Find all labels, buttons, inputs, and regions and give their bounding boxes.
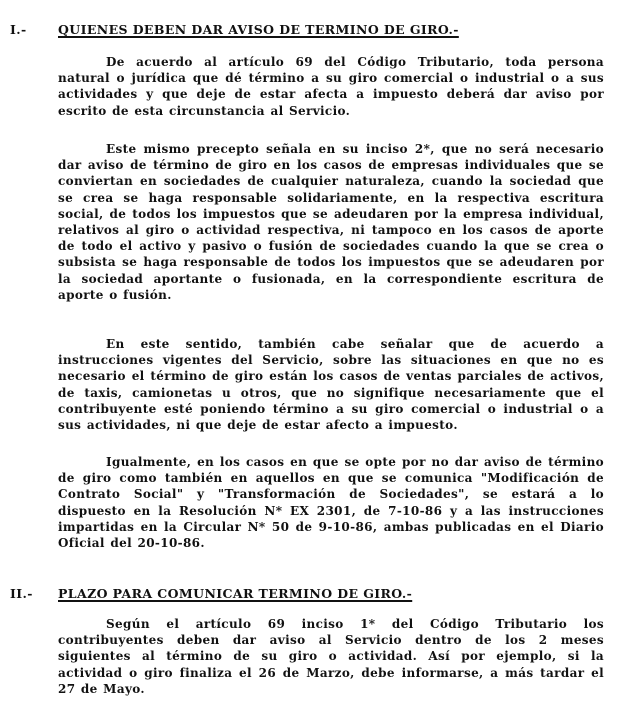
- section-1-title: QUIENES DEBEN DAR AVISO DE TERMINO DE GIRO.-: [58, 22, 459, 37]
- section-1-paragraph-4: Igualmente, en los casos en que se opte por no dar aviso de término de giro como también en aquellos en que se comunica "Modificación de Contrato Social" y "Transformación de Sociedades", se estará a lo dispuesto en la Resolución N* EX 2301, de 7-10-86 y a las instrucciones impartidas en la Circular N* 50 de 9-10-86, ambas publicadas en el Diario Oficial del 20-10-86.: [58, 455, 604, 551]
- section-1-paragraph-3: En este sentido, también cabe señalar que de acuerdo a instrucciones vigentes del Servicio, sobre las situaciones en que no es necesario el término de giro están los casos de ventas parciales de activos, de taxis, camionetas u otros, que no signifique necesariamente que el contribuyente esté poniendo término a su giro comercial o industrial o a sus actividades, ni que deje de estar afecto a impuesto.: [58, 337, 604, 433]
- section-1-number: I.-: [10, 22, 27, 37]
- section-2-heading: [10, 586, 412, 601]
- section-1-paragraph-2: Este mismo precepto señala en su inciso 2*, que no será necesario dar aviso de término de giro en los casos de empresas individuales que se conviertan en sociedades de cualquier naturaleza, cuando la sociedad que se crea se haga responsable solidariamente, en la respectiva escritura social, de todos los impuestos que se adeudaren por la empresa individual, relativos al giro o actividad respectiva, ni tampoco en los casos de aporte de todo el activo y pasivo o fusión de sociedades cuando la que se crea o subsista se haga responsable de todos los impuestos que se adeudaren por la sociedad aportante o fusionada, en la correspondiente escritura de aporte o fusión.: [58, 142, 604, 302]
- section-1-paragraph-1: De acuerdo al artículo 69 del Código Tributario, toda persona natural o jurídica que dé término a su giro comercial o industrial o a sus actividades y que deje de estar afecta a impuesto deberá dar aviso por escrito de esta circunstancia al Servicio.: [58, 55, 604, 118]
- section-2-paragraph-1: Según el artículo 69 inciso 1* del Código Tributario los contribuyentes deben dar aviso al Servicio dentro de los 2 meses siguientes al término de su giro o actividad. Así por ejemplo, si la actividad o giro finaliza el 26 de Marzo, debe informarse, a más tardar el 27 de Mayo.: [58, 617, 604, 696]
- section-2-number: II.-: [10, 586, 33, 601]
- section-1-heading: [10, 22, 459, 37]
- section-2-title: PLAZO PARA COMUNICAR TERMINO DE GIRO.-: [58, 586, 413, 601]
